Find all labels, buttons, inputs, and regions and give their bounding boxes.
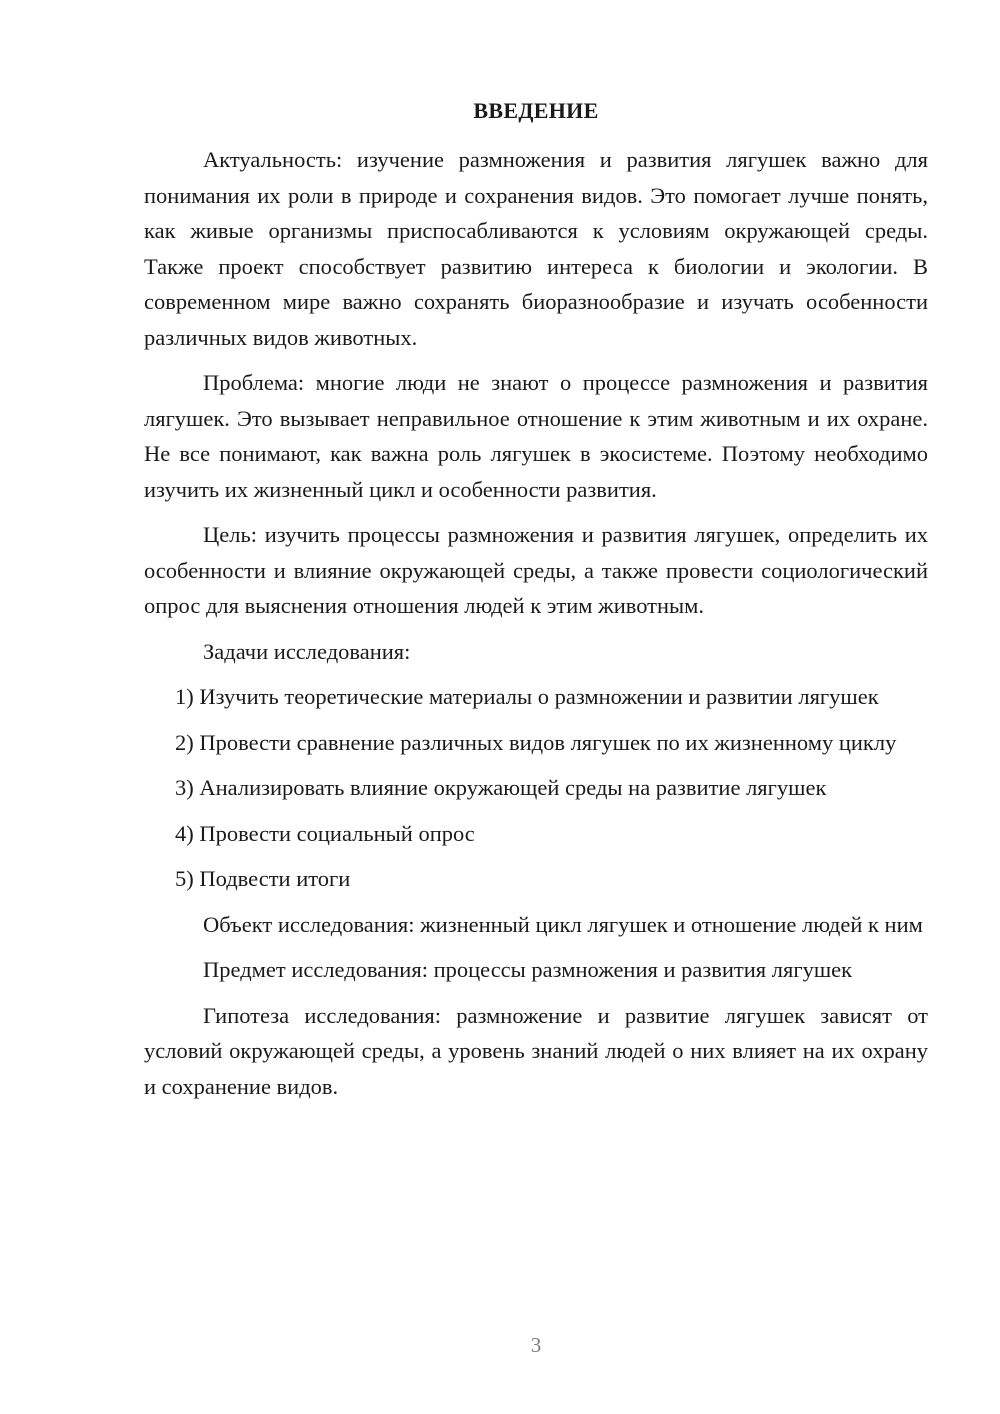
task-item-5: 5) Подвести итоги (175, 866, 351, 891)
paragraph-relevance: Актуальность: изучение размножения и развития лягушек важно для понимания их роли в природе и сохранения видов. Это помогает лучше понять, как живые организмы приспосабливаются к условиям окружающей среды. Также проект способствует развитию интереса к биологии и экологии. В современном мире важно сохранять биоразнообразие и изучать особенности различных видов животных. (144, 147, 928, 350)
paragraph-hypothesis: Гипотеза исследования: размножение и развитие лягушек зависят от условий окружающей среды, а уровень знаний людей о них влияет на их охрану и сохранение видов. (144, 1002, 928, 1099)
document-body (144, 142, 928, 1104)
page-title: ВВЕДЕНИЕ (473, 98, 599, 123)
task-item-2: 2) Провести сравнение различных видов лягушек по их жизненному циклу (175, 729, 897, 755)
paragraph-object: Объект исследования: жизненный цикл лягушек и отношение людей к ним (203, 911, 923, 937)
paragraph-subject: Предмет исследования: процессы размножения и развития лягушек (203, 957, 853, 982)
tasks-heading: Задачи исследования: (203, 638, 411, 664)
task-item-4: 4) Провести социальный опрос (175, 820, 475, 846)
paragraph-goal: Цель: изучить процессы размножения и развития лягушек, определить их особенности и влияние окружающей среды, а также провести социологический опрос для выяснения отношения людей к этим животным. (144, 522, 928, 618)
paragraph-problem: Проблема: многие люди не знают о процессе размножения и развития лягушек. Это вызывает неправильное отношение к этим животным и их охране. Не все понимают, как важна роль лягушек в экосистеме. Поэтому необходимо изучить их жизненный цикл и особенности развития. (144, 370, 928, 502)
task-item-3: 3) Анализировать влияние окружающей среды на развитие лягушек (175, 775, 827, 800)
page-number: 3 (530, 1333, 542, 1357)
task-item-1: 1) Изучить теоретические материалы о размножении и развитии лягушек (175, 684, 879, 709)
